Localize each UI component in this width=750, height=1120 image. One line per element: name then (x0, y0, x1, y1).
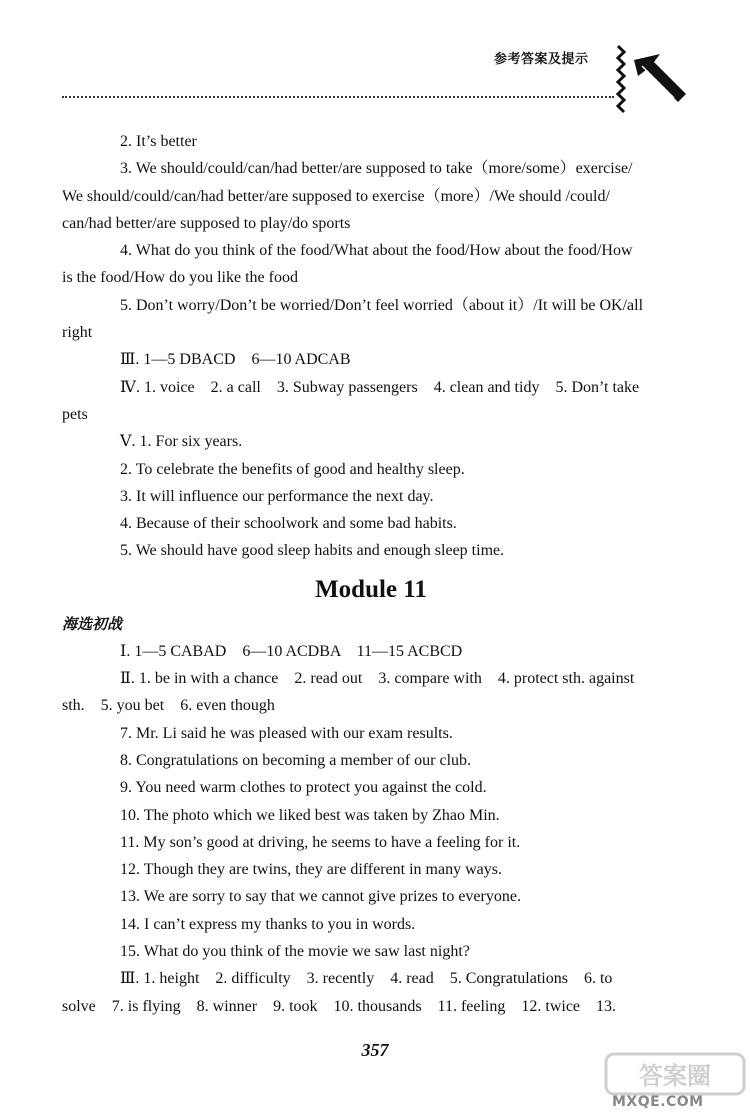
answer-line: Ⅳ. 1. voice 2. a call 3. Subway passengers 4. clean and tidy 5. Don’t take (120, 378, 640, 396)
answer-line: 10. The photo which we liked best was taken by Zhao Min. (120, 806, 500, 824)
answer-line: is the food/How do you like the food (62, 269, 298, 287)
header-dotted-rule (62, 96, 614, 98)
page-number: 357 (361, 1040, 389, 1060)
answer-line: 4. Because of their schoolwork and some bad habits. (120, 515, 457, 533)
watermark-logo-text: 答案圈 (639, 1062, 711, 1090)
answer-line: 4. What do you think of the food/What about the food/How about the food/How (120, 242, 633, 260)
answer-line: sth. 5. you bet 6. even though (62, 697, 275, 715)
answer-line: can/had better/are supposed to play/do sports (62, 214, 351, 232)
answer-line: 11. My son’s good at driving, he seems to have a feeling for it. (120, 833, 521, 851)
answer-line: Ⅴ. 1. For six years. (120, 433, 243, 451)
module-title: Module 11 (315, 575, 427, 603)
answer-line: pets (62, 405, 88, 423)
answer-line: We should/could/can/had better/are supposed to exercise（more）/We should /could/ (62, 187, 610, 205)
watermark-url: MXQE.COM (612, 1094, 704, 1110)
answer-line: Ⅲ. 1—5 DBACD 6—10 ADCAB (120, 351, 351, 369)
answer-line: 3. It will influence our performance the next day. (120, 487, 434, 505)
answer-line: Ⅰ. 1—5 CABAD 6—10 ACDBA 11—15 ACBCD (120, 642, 463, 660)
answer-line: solve 7. is flying 8. winner 9. took 10. thousands 11. feeling 12. twice 13. (62, 997, 617, 1015)
answer-line: 9. You need warm clothes to protect you against the cold. (120, 779, 487, 797)
answer-line: 2. To celebrate the benefits of good and healthy sleep. (120, 460, 465, 478)
answer-line: 2. It’s better (120, 133, 197, 150)
running-header-title: 参考答案及提示 (494, 52, 589, 67)
answer-line: Ⅲ. 1. height 2. difficulty 3. recently 4. read 5. Congratulations 6. to (120, 970, 613, 988)
answer-line: 5. We should have good sleep habits and enough sleep time. (120, 542, 505, 560)
answer-line: 12. Though they are twins, they are different in many ways. (120, 861, 502, 879)
answer-line: right (62, 324, 93, 342)
answer-line: 8. Congratulations on becoming a member of our club. (120, 751, 472, 769)
answer-line: 7. Mr. Li said he was pleased with our exam results. (120, 724, 453, 742)
answer-line: 5. Don’t worry/Don’t be worried/Don’t feel worried（about it）/It will be OK/all (120, 296, 644, 314)
answer-line: 3. We should/could/can/had better/are supposed to take（more/some）exercise/ (120, 160, 633, 178)
answer-line: 13. We are sorry to say that we cannot give prizes to everyone. (120, 888, 521, 906)
answer-line: 15. What do you think of the movie we saw last night? (120, 943, 470, 961)
corner-arrow-decoration-icon (612, 44, 690, 116)
answer-line: 14. I can’t express my thanks to you in words. (120, 915, 416, 933)
section-title: 海选初战 (62, 614, 123, 633)
answer-content (62, 128, 680, 1020)
answer-line: Ⅱ. 1. be in with a chance 2. read out 3. compare with 4. protect sth. against (120, 670, 635, 688)
